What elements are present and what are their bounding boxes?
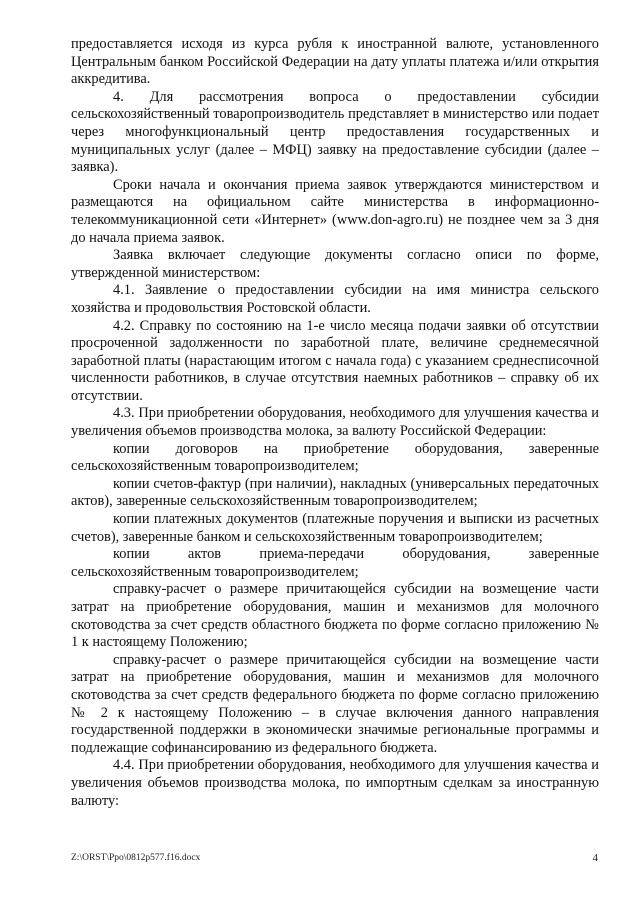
paragraph: справку-расчет о размере причитающейся субсидии на возмещение части затрат на приобретение оборудования, машин и механизмов для молочного скотоводства за счет средств областного бюджета по форме согласно приложению № 1 к настоящему Положению; xyxy=(71,581,599,651)
paragraph: копии счетов-фактур (при наличии), накладных (универсальных передаточных актов), заверенные сельскохозяйственным товаропроизводителем; xyxy=(71,475,599,510)
paragraph: 4.4. При приобретении оборудования, необходимого для улучшения качества и увеличения объемов производства молока, по импортным сделкам за иностранную валюту: xyxy=(71,757,599,809)
paragraph: Сроки начала и окончания приема заявок утверждаются министерством и размещаются на официальном сайте министерства в информационно-телекоммуникационной сети «Интернет» (www.don-agro.ru) не позднее чем за 3 дня до начала приема заявок. xyxy=(71,176,599,246)
document-body xyxy=(71,36,599,810)
paragraph: копии платежных документов (платежные поручения и выписки из расчетных счетов), заверенные банком и сельскохозяйственным товаропроизводителем; xyxy=(71,511,599,545)
paragraph: предоставляется исходя из курса рубля к иностранной валюте, установленного Центральным банком Российской Федерации на дату уплаты платежа и/или открытия аккредитива. xyxy=(71,36,599,88)
paragraph: 4.1. Заявление о предоставлении субсидии на имя министра сельского хозяйства и продовольствия Ростовской области. xyxy=(71,282,599,316)
paragraph: 4.2. Справку по состоянию на 1-е число месяца подачи заявки об отсутствии просроченной задолженности по заработной плате, величине среднемесячной заработной платы (нарастающим итогом с начала года) с указанием среднесписочной численности работников, в случае отсутствия наемных работников – справку об их отсутствии. xyxy=(71,317,599,404)
paragraph: копии актов приема-передачи оборудования, заверенные сельскохозяйственным товаропроизводителем; xyxy=(71,546,599,580)
file-path: Z:\ORST\Ppo\0812p577.f16.docx xyxy=(71,853,201,863)
paragraph: 4. Для рассмотрения вопроса о предоставлении субсидии сельскохозяйственный товаропроизводитель представляет в министерство или подает через многофункциональный центр предоставления государственных и муниципальных услуг (далее – МФЦ) заявку на предоставление субсидии (далее – заявка). xyxy=(71,88,599,176)
paragraph: справку-расчет о размере причитающейся субсидии на возмещение части затрат на приобретение оборудования, машин и механизмов для молочного скотоводства за счет средств федерального бюджета по форме согласно приложению № 2 к настоящему Положению – в случае включения данного направления государственной поддержки в экономически значимые региональные программы и подлежащие софинансированию из федерального бюджета. xyxy=(71,651,599,756)
paragraph: Заявка включает следующие документы согласно описи по форме, утвержденной министерством: xyxy=(71,247,599,281)
paragraph: копии договоров на приобретение оборудования, заверенные сельскохозяйственным товаропроизводителем; xyxy=(71,440,599,475)
page-number: 4 xyxy=(592,852,598,864)
paragraph: 4.3. При приобретении оборудования, необходимого для улучшения качества и увеличения объемов производства молока, за валюту Российской Федерации: xyxy=(71,405,599,440)
